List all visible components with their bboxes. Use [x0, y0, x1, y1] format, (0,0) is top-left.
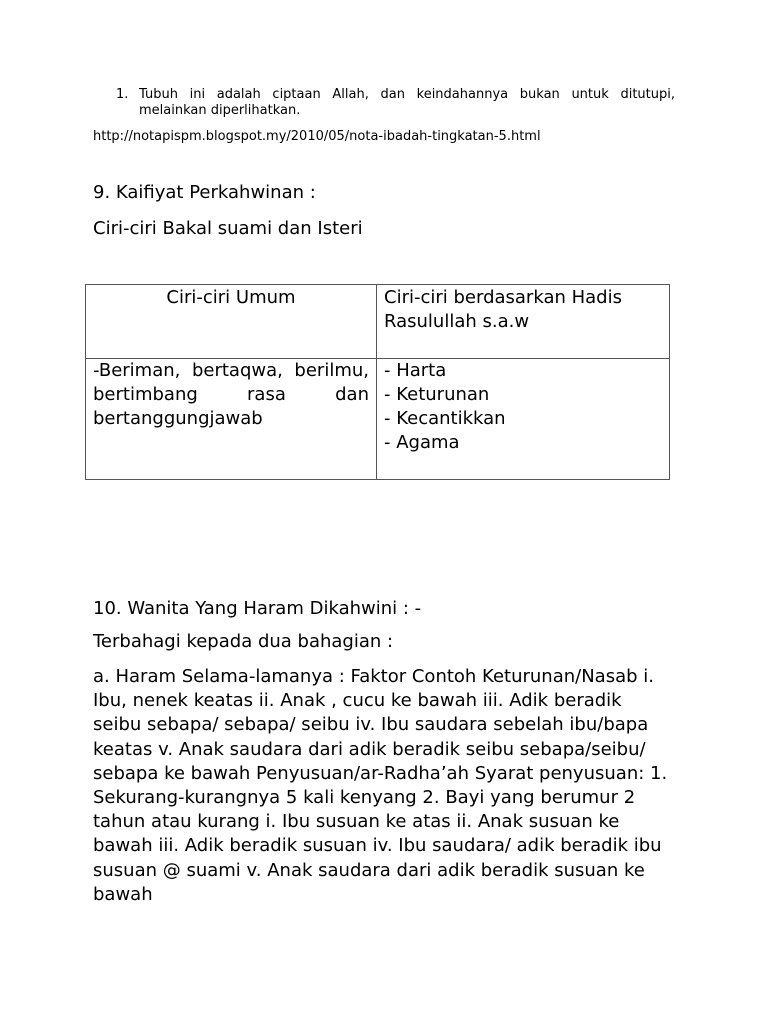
section-10-heading: 10. Wanita Yang Haram Dikahwini : -: [93, 598, 422, 619]
table-row: [86, 359, 670, 480]
list-number: 1.: [116, 87, 129, 102]
numbered-list-item: [113, 87, 675, 119]
ciri-ciri-table: [85, 284, 670, 480]
list-item: - Agama: [384, 432, 460, 453]
list-item: - Harta: [384, 360, 447, 381]
list-item: - Kecantikkan: [384, 408, 506, 429]
header-cell-ciri-umum: Ciri-ciri Umum: [86, 285, 377, 359]
cell-ciri-hadis: [377, 359, 670, 480]
body-paragraph: a. Haram Selama-lamanya : Faktor Contoh Keturunan/Nasab i. Ibu, nenek keatas ii. Anak , cucu ke bawah iii. Adik beradik seibu sebapa/ sebapa/ seibu iv. Ibu saudara sebelah ibu/bapa keatas v. Anak saudara dari adik beradik seibu sebapa/seibu/ sebapa ke bawah Penyusuan/ar-Radha’ah Syarat penyusuan: 1. Sekurang-kurangnya 5 kali kenyang 2. Bayi yang berumur 2 tahun atau kurang i. Ibu susuan ke atas ii. Anak susuan ke bawah iii. Adik beradik susuan iv. Ibu saudara/ adik beradik ibu susuan @ suami v. Anak saudara dari adik beradik susuan ke bawah: [93, 666, 668, 905]
section-9-subheading: Ciri-ciri Bakal suami dan Isteri: [93, 218, 363, 239]
list-item-text: Tubuh ini adalah ciptaan Allah, dan keindahannya bukan untuk ditutupi, melainkan diperlihatkan.: [139, 87, 675, 118]
list-item: - Keturunan: [384, 384, 490, 405]
table-header-row: [86, 285, 670, 359]
source-url: http://notapispm.blogspot.my/2010/05/nota-ibadah-tingkatan-5.html: [93, 129, 541, 144]
section-10-intro: Terbahagi kepada dua bahagian :: [93, 631, 394, 652]
cell-ciri-umum: -Beriman, bertaqwa, berilmu, bertimbang rasa dan bertanggungjawab: [86, 359, 377, 480]
section-9-heading: 9. Kaifiyat Perkahwinan :: [93, 182, 316, 203]
header-cell-ciri-hadis: Ciri-ciri berdasarkan Hadis Rasulullah s.a.w: [377, 285, 670, 359]
